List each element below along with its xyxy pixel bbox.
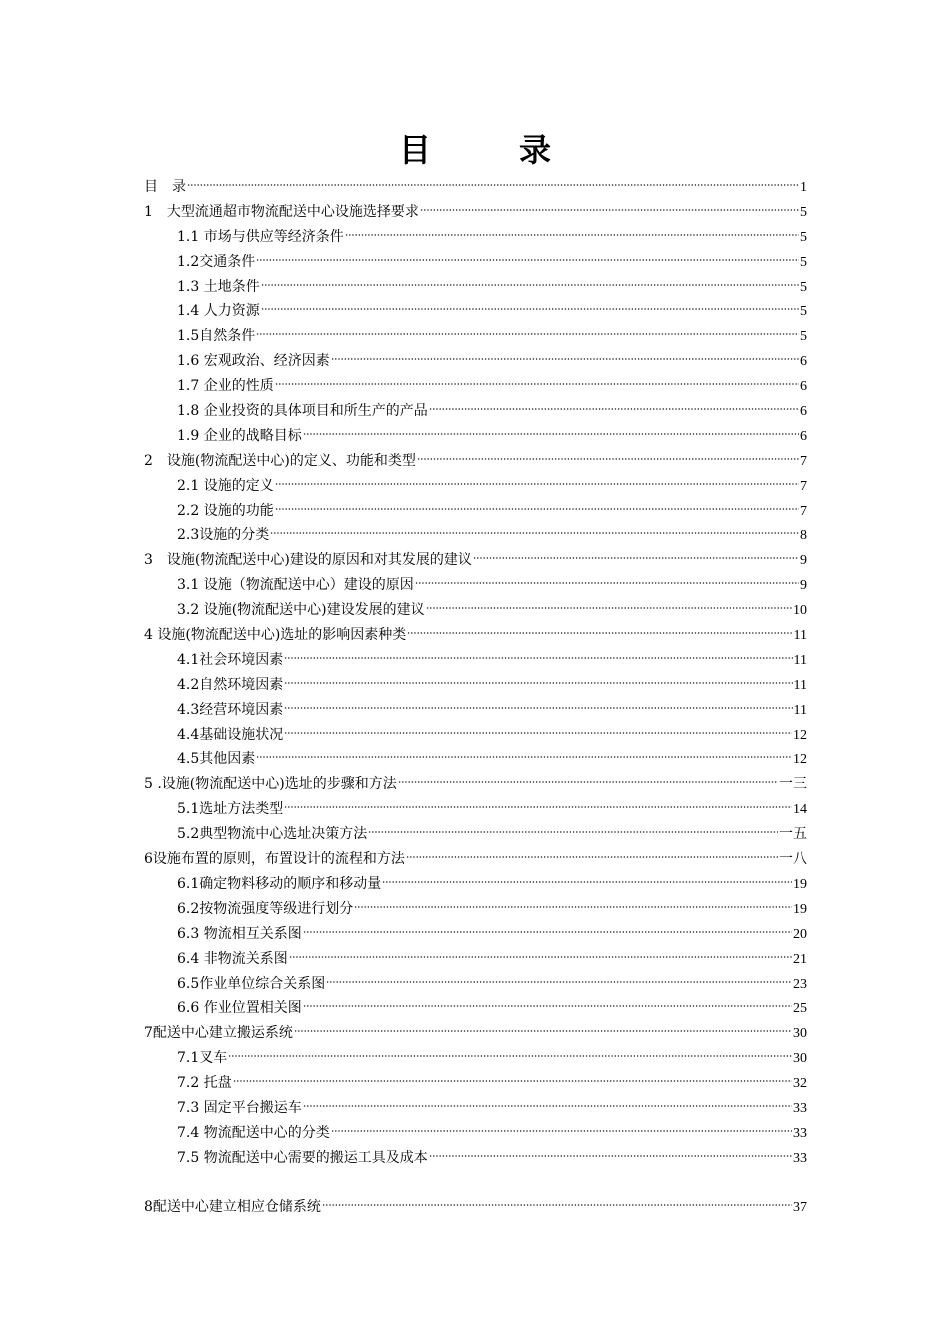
- toc-entry-page-number: 11: [793, 702, 807, 718]
- toc-entry-label: 目 录: [144, 179, 186, 195]
- toc-entry[interactable]: [144, 200, 807, 225]
- toc-entry-label: 4.3经营环境因素: [177, 701, 284, 718]
- toc-dot-leader: [429, 1154, 792, 1158]
- toc-entry[interactable]: [144, 175, 807, 200]
- toc-entry-label: 6.4 非物流关系图: [177, 950, 288, 967]
- toc-entry-page-number: 25: [793, 1001, 807, 1017]
- toc-entry-page-number: 9: [800, 578, 807, 594]
- table-of-contents: [144, 175, 807, 1220]
- toc-dot-leader: [415, 581, 799, 585]
- toc-entry-page-number: 5: [800, 304, 807, 320]
- toc-dot-leader: [284, 656, 792, 660]
- toc-entry[interactable]: [144, 698, 807, 723]
- toc-entry[interactable]: [144, 673, 807, 698]
- toc-entry-label: 1.4 人力资源: [177, 303, 260, 320]
- toc-entry[interactable]: [144, 399, 807, 424]
- toc-entry-label: 1.1 市场与供应等经济条件: [177, 228, 344, 245]
- toc-entry-label: 7.3 固定平台搬运车: [177, 1099, 302, 1116]
- toc-entry-page-number: 23: [793, 976, 807, 992]
- toc-entry-label: 5.1选址方法类型: [177, 801, 284, 818]
- toc-entry-label: 6.6 作业位置相关图: [177, 1000, 302, 1017]
- toc-dot-leader: [354, 905, 792, 909]
- toc-entry-page-number: 5: [800, 229, 807, 245]
- toc-entry[interactable]: [144, 1096, 807, 1121]
- toc-entry-page-number: 8: [800, 528, 807, 544]
- toc-entry[interactable]: [144, 922, 807, 947]
- toc-entry[interactable]: [144, 1021, 807, 1046]
- toc-dot-leader: [228, 1054, 792, 1058]
- toc-dot-leader: [406, 855, 778, 859]
- toc-dot-leader: [284, 805, 792, 809]
- toc-entry[interactable]: [144, 872, 807, 897]
- toc-dot-leader: [303, 432, 799, 436]
- toc-entry-page-number: 6: [800, 354, 807, 370]
- toc-entry-page-number: 20: [793, 926, 807, 942]
- toc-entry[interactable]: [144, 548, 807, 573]
- toc-entry-page-number: 7: [800, 503, 807, 519]
- toc-entry-label: 1.9 企业的战略目标: [177, 427, 302, 444]
- toc-dot-leader: [420, 208, 799, 212]
- toc-entry-page-number: 6: [800, 379, 807, 395]
- toc-entry-label: 3 设施(物流配送中心)建设的原因和对其发展的建议: [144, 552, 472, 569]
- toc-entry[interactable]: [144, 250, 807, 275]
- toc-entry-page-number: 一三: [779, 777, 807, 793]
- toc-entry[interactable]: [144, 598, 807, 623]
- toc-entry-page-number: 32: [793, 1076, 807, 1092]
- toc-dot-leader: [284, 681, 792, 685]
- toc-dot-leader: [303, 1004, 792, 1008]
- toc-entry-label: 6.5作业单位综合关系图: [177, 975, 326, 992]
- toc-entry-label: 1.7 企业的性质: [177, 378, 274, 395]
- toc-entry-label: 4.4基础设施状况: [177, 726, 284, 743]
- toc-dot-leader: [284, 706, 792, 710]
- toc-dot-leader: [270, 531, 799, 535]
- toc-dot-leader: [368, 830, 778, 834]
- toc-dot-leader: [233, 1079, 792, 1083]
- toc-entry-page-number: 一八: [779, 852, 807, 868]
- toc-dot-leader: [275, 382, 799, 386]
- toc-dot-leader: [331, 1129, 792, 1133]
- toc-dot-leader: [322, 1203, 792, 1207]
- toc-dot-leader: [289, 955, 792, 959]
- toc-dot-leader: [303, 930, 792, 934]
- toc-entry-label: 6设施布置的原则，布置设计的流程和方法: [144, 851, 405, 868]
- toc-entry[interactable]: [144, 1195, 807, 1220]
- toc-entry-page-number: 7: [800, 453, 807, 469]
- toc-entry[interactable]: [144, 573, 807, 598]
- toc-entry[interactable]: [144, 623, 807, 648]
- toc-entry-page-number: 19: [793, 876, 807, 892]
- toc-entry[interactable]: [144, 299, 807, 324]
- toc-entry-label: 8配送中心建立相应仓储系统: [144, 1198, 321, 1215]
- toc-dot-leader: [326, 980, 792, 984]
- toc-entry[interactable]: [144, 523, 807, 548]
- toc-entry[interactable]: [144, 822, 807, 847]
- toc-entry-page-number: 14: [793, 802, 807, 818]
- toc-entry-label: 4.1社会环境因素: [177, 651, 284, 668]
- toc-entry-label: 1.3 土地条件: [177, 278, 260, 295]
- toc-entry-page-number: 37: [793, 1199, 807, 1215]
- toc-dot-leader: [256, 332, 799, 336]
- toc-dot-leader: [275, 507, 799, 511]
- toc-entry-label: 7.1叉车: [177, 1050, 228, 1067]
- toc-entry-label: 2.3设施的分类: [177, 527, 270, 544]
- toc-entry-page-number: 33: [793, 1150, 807, 1166]
- toc-entry-page-number: 10: [793, 603, 807, 619]
- toc-entry-label: 1 大型流通超市物流配送中心设施选择要求: [144, 203, 419, 220]
- toc-entry-page-number: 11: [793, 628, 807, 644]
- toc-entry[interactable]: [144, 648, 807, 673]
- toc-entry-label: 2.2 设施的功能: [177, 502, 274, 519]
- toc-entry-label: 4.2自然环境因素: [177, 676, 284, 693]
- toc-entry[interactable]: [144, 225, 807, 250]
- toc-entry-page-number: 19: [793, 901, 807, 917]
- toc-entry[interactable]: [144, 847, 807, 872]
- page-title: 目 录: [398, 131, 579, 169]
- toc-entry-page-number: 1: [800, 180, 807, 195]
- toc-dot-leader: [275, 482, 799, 486]
- toc-entry-page-number: 6: [800, 404, 807, 420]
- toc-entry-label: 1.6 宏观政治、经济因素: [177, 353, 330, 370]
- toc-entry-label: 2.1 设施的定义: [177, 477, 274, 494]
- toc-dot-leader: [473, 556, 799, 560]
- toc-entry-label: 4 设施(物流配送中心)选址的影响因素种类: [144, 627, 407, 644]
- toc-entry[interactable]: [144, 897, 807, 922]
- toc-entry[interactable]: [144, 996, 807, 1021]
- toc-entry-label: 6.2按物流强度等级进行划分: [177, 900, 354, 917]
- toc-dot-leader: [382, 880, 792, 884]
- toc-dot-leader: [256, 258, 799, 262]
- toc-dot-leader: [256, 755, 792, 759]
- toc-dot-leader: [294, 1029, 792, 1033]
- toc-entry-page-number: 5: [800, 329, 807, 345]
- toc-entry-label: 7.4 物流配送中心的分类: [177, 1124, 330, 1141]
- toc-entry-label: 1.8 企业投资的具体项目和所生产的产品: [177, 403, 428, 420]
- toc-entry[interactable]: [144, 772, 807, 797]
- toc-entry-label: 6.3 物流相互关系图: [177, 925, 302, 942]
- toc-dot-leader: [345, 233, 799, 237]
- toc-entry-page-number: 12: [793, 727, 807, 743]
- toc-entry-page-number: 5: [800, 204, 807, 220]
- toc-entry-page-number: 一五: [779, 827, 807, 843]
- toc-entry-label: 5.2典型物流中心选址决策方法: [177, 826, 368, 843]
- toc-entry[interactable]: [144, 1071, 807, 1096]
- toc-entry[interactable]: [144, 474, 807, 499]
- toc-entry[interactable]: [144, 1046, 807, 1071]
- toc-entry-page-number: 30: [793, 1026, 807, 1042]
- toc-entry-label: 4.5其他因素: [177, 751, 256, 768]
- toc-dot-leader: [417, 457, 799, 461]
- toc-entry-page-number: 33: [793, 1125, 807, 1141]
- toc-entry-page-number: 9: [800, 553, 807, 569]
- toc-dot-leader: [426, 606, 792, 610]
- toc-dot-leader: [303, 1104, 792, 1108]
- toc-dot-leader: [429, 407, 799, 411]
- toc-entry[interactable]: [144, 424, 807, 449]
- toc-entry-label: 1.2交通条件: [177, 253, 256, 270]
- toc-entry[interactable]: [144, 275, 807, 300]
- toc-entry-page-number: 21: [793, 951, 807, 967]
- toc-entry-page-number: 5: [800, 279, 807, 295]
- toc-dot-leader: [398, 780, 778, 784]
- toc-entry-label: 7配送中心建立搬运系统: [144, 1025, 293, 1042]
- toc-entry[interactable]: [144, 972, 807, 997]
- toc-entry[interactable]: [144, 1121, 807, 1146]
- toc-entry-page-number: 11: [793, 652, 807, 668]
- toc-entry-label: 2 设施(物流配送中心)的定义、功能和类型: [144, 452, 416, 469]
- toc-entry-label: 5 .设施(物流配送中心)选址的步骤和方法: [144, 776, 397, 793]
- toc-dot-leader: [331, 357, 799, 361]
- toc-entry-page-number: 30: [793, 1051, 807, 1067]
- toc-entry-page-number: 6: [800, 428, 807, 444]
- toc-entry-page-number: 33: [793, 1100, 807, 1116]
- toc-entry[interactable]: [144, 374, 807, 399]
- toc-dot-leader: [261, 283, 799, 287]
- toc-entry-label: 7.2 托盘: [177, 1075, 232, 1092]
- toc-entry-label: 6.1确定物料移动的顺序和移动量: [177, 875, 382, 892]
- toc-entry-page-number: 12: [793, 752, 807, 768]
- toc-entry-page-number: 11: [793, 677, 807, 693]
- toc-dot-leader: [284, 731, 792, 735]
- toc-entry-label: 3.1 设施（物流配送中心）建设的原因: [177, 577, 414, 594]
- toc-entry[interactable]: [144, 499, 807, 524]
- toc-dot-leader: [187, 183, 799, 187]
- toc-dot-leader: [407, 631, 792, 635]
- toc-entry[interactable]: [144, 747, 807, 772]
- toc-entry[interactable]: [144, 349, 807, 374]
- toc-entry[interactable]: [144, 449, 807, 474]
- toc-entry-label: 1.5自然条件: [177, 328, 256, 345]
- toc-entry-page-number: 7: [800, 478, 807, 494]
- toc-entry[interactable]: [144, 1146, 807, 1171]
- toc-dot-leader: [261, 307, 799, 311]
- toc-entry-label: 3.2 设施(物流配送中心)建设发展的建议: [177, 602, 425, 619]
- toc-entry-label: 7.5 物流配送中心需要的搬运工具及成本: [177, 1149, 428, 1166]
- toc-entry[interactable]: [144, 797, 807, 822]
- toc-entry[interactable]: [144, 324, 807, 349]
- toc-entry[interactable]: [144, 947, 807, 972]
- toc-entry[interactable]: [144, 723, 807, 748]
- toc-entry-page-number: 5: [800, 254, 807, 270]
